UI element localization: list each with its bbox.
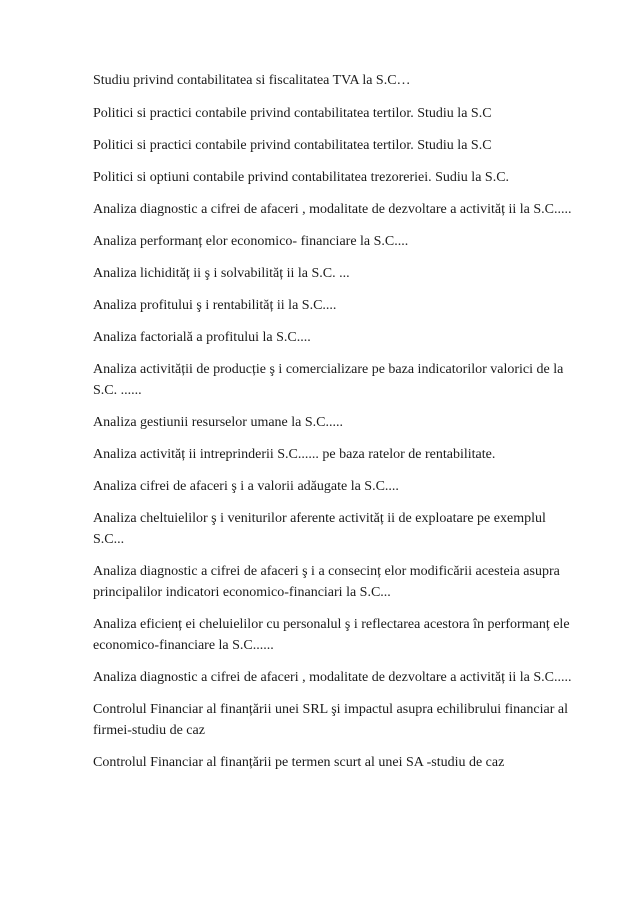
document-page — [93, 70, 573, 784]
list-item: Controlul Financiar al finanțării unei SRL şi impactul asupra echilibrului financiar al firmei-studiu de caz — [93, 702, 568, 738]
list-item: Analiza diagnostic a cifrei de afaceri ş i a consecinț elor modificării acesteia asupra principalilor indicatori economico-financiari la S.C... — [93, 564, 560, 600]
list-item: Analiza factorială a profitului la S.C.... — [93, 330, 311, 345]
list-item: Analiza lichidităț ii ş i solvabilităț ii la S.C. ... — [93, 266, 350, 281]
list-item: Analiza diagnostic a cifrei de afaceri , modalitate de dezvoltare a activităț ii la S.C..... — [93, 202, 572, 217]
list-item: Analiza activităț ii intreprinderii S.C...... pe baza ratelor de rentabilitate. — [93, 447, 496, 462]
list-item: Controlul Financiar al finanțării pe termen scurt al unei SA -studiu de caz — [93, 755, 505, 770]
list-item: Analiza diagnostic a cifrei de afaceri , modalitate de dezvoltare a activităț ii la S.C..... — [93, 670, 572, 685]
list-item: Analiza profitului ş i rentabilităț ii la S.C.... — [93, 298, 337, 313]
list-item: Politici si optiuni contabile privind contabilitatea trezoreriei. Sudiu la S.C. — [93, 170, 510, 185]
list-item: Analiza eficienț ei cheluielilor cu personalul ş i reflectarea acestora în performanț ele economico-financiare la S.C...... — [93, 617, 570, 653]
list-item: Analiza activității de producție ş i comercializare pe baza indicatorilor valorici de la S.C. ...... — [93, 362, 564, 398]
list-item: Analiza gestiunii resurselor umane la S.C..... — [93, 415, 343, 430]
list-item: Analiza cheltuielilor ş i veniturilor aferente activităț ii de exploatare pe exemplul S.C... — [93, 511, 546, 547]
list-item: Politici si practici contabile privind contabilitatea tertilor. Studiu la S.C — [93, 106, 492, 121]
list-item: Analiza performanț elor economico- financiare la S.C.... — [93, 234, 409, 249]
list-item: Analiza cifrei de afaceri ş i a valorii adăugate la S.C.... — [93, 479, 399, 494]
list-item: Studiu privind contabilitatea si fiscalitatea TVA la S.C… — [93, 73, 411, 88]
list-item: Politici si practici contabile privind contabilitatea tertilor. Studiu la S.C — [93, 138, 492, 153]
